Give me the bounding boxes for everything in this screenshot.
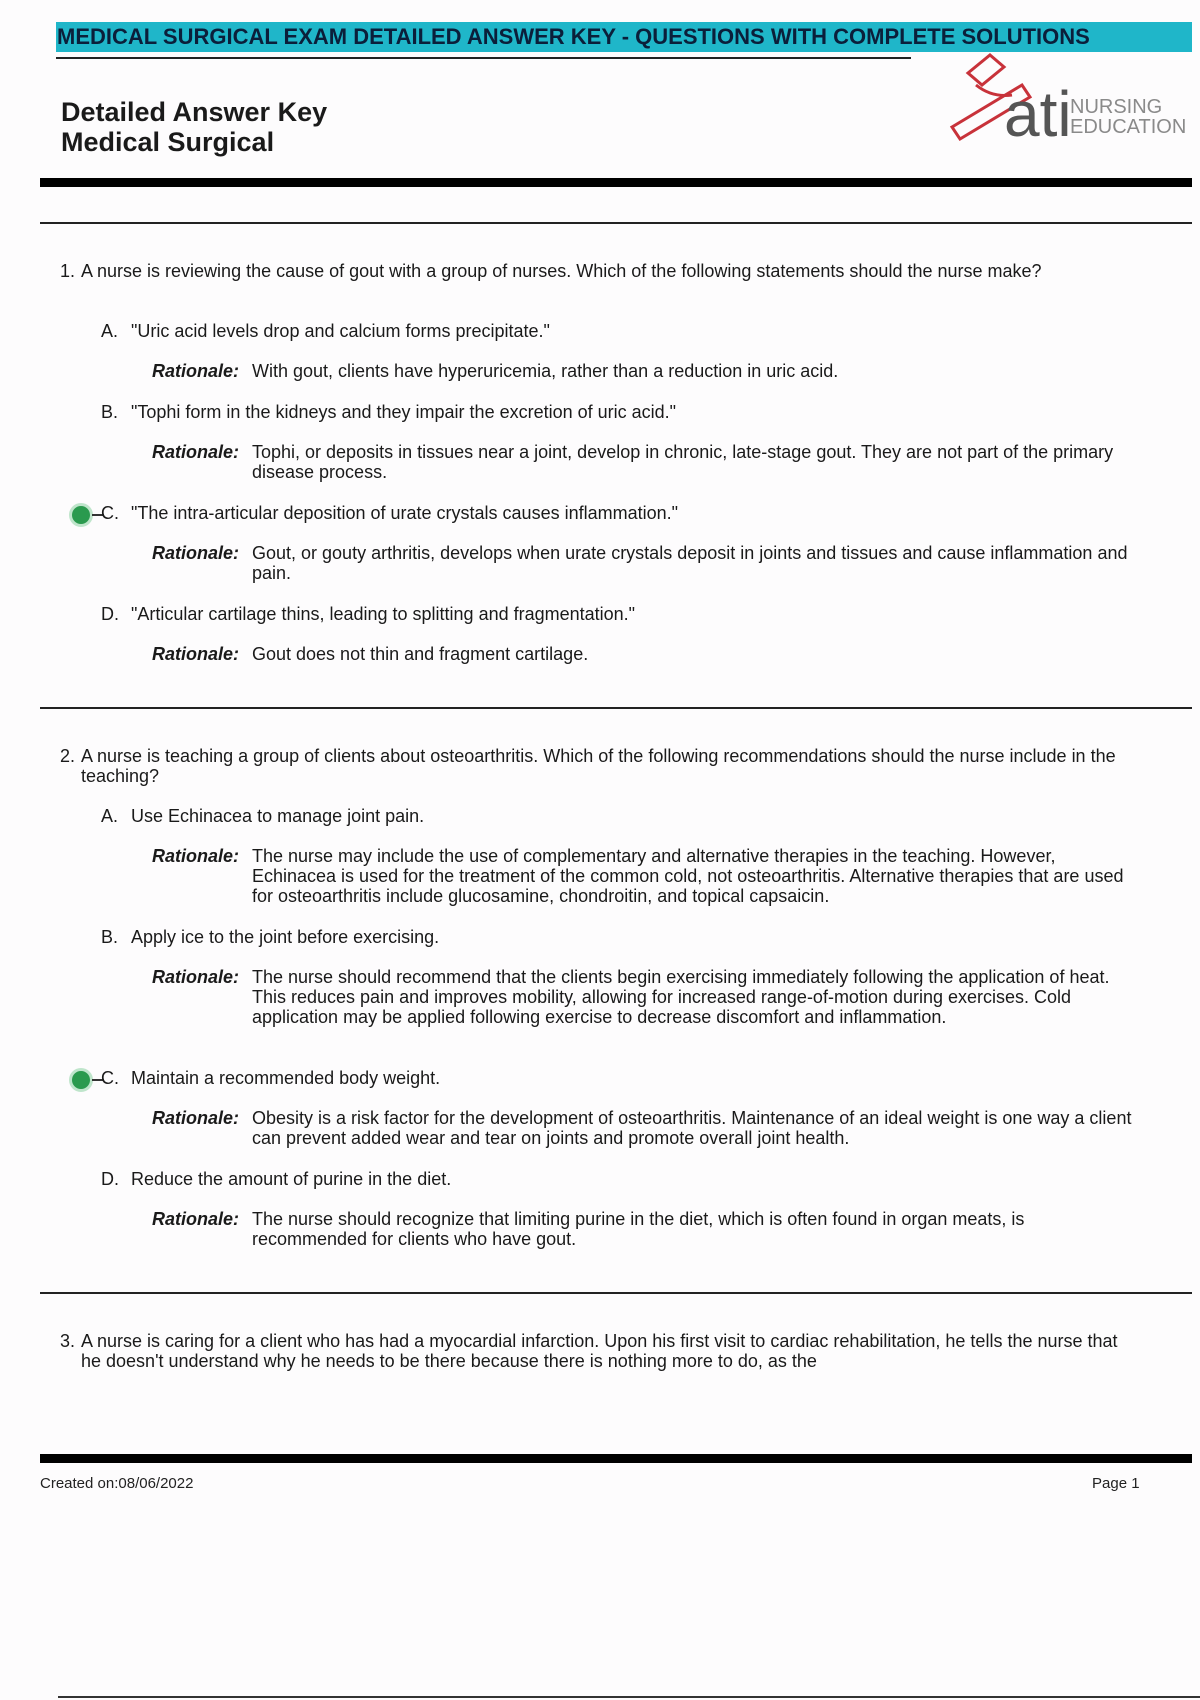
q1-option-d bbox=[101, 604, 1101, 624]
q2-option-b bbox=[101, 927, 1101, 947]
document-title-line-1: Detailed Answer Key bbox=[61, 97, 328, 127]
option-text: Use Echinacea to manage joint pain. bbox=[131, 806, 425, 826]
question-number: 1. bbox=[60, 261, 76, 281]
rationale-label: Rationale: bbox=[152, 967, 240, 987]
option-text: "The intra-articular deposition of urate crystals causes inflammation." bbox=[131, 503, 679, 523]
page-bottom-rule bbox=[58, 1696, 1200, 1698]
rationale-text: With gout, clients have hyperuricemia, rather than a reduction in uric acid. bbox=[252, 361, 839, 381]
q1-rationale-d bbox=[152, 644, 1132, 664]
option-text: "Articular cartilage thins, leading to splitting and fragmentation." bbox=[131, 604, 636, 624]
option-letter: C. bbox=[101, 503, 119, 523]
q1-option-c bbox=[101, 503, 1101, 523]
option-letter: D. bbox=[101, 1169, 119, 1189]
question-text: A nurse is teaching a group of clients about osteoarthritis. Which of the following recommendations should the nurse include in the teaching? bbox=[81, 746, 1116, 786]
banner-title: MEDICAL SURGICAL EXAM DETAILED ANSWER KEY - QUESTIONS WITH COMPLETE SOLUTIONS bbox=[57, 24, 1090, 49]
correct-answer-marker-icon bbox=[69, 503, 93, 527]
option-letter: B. bbox=[101, 927, 119, 947]
question-2 bbox=[60, 746, 1120, 786]
rationale-text: Obesity is a risk factor for the development of osteoarthritis. Maintenance of an ideal weight is one way a client can prevent added wear and tear on joints and promote overall joint health. bbox=[252, 1108, 1132, 1148]
rationale-label: Rationale: bbox=[152, 1108, 240, 1128]
option-letter: A. bbox=[101, 806, 119, 826]
option-letter: A. bbox=[101, 321, 119, 341]
rationale-label: Rationale: bbox=[152, 543, 240, 563]
footer-divider bbox=[40, 1454, 1192, 1463]
q1-rationale-c bbox=[152, 543, 1132, 583]
option-text: Maintain a recommended body weight. bbox=[131, 1068, 441, 1088]
ati-logo bbox=[946, 45, 1186, 155]
logo-tagline-2: EDUCATION bbox=[1070, 116, 1186, 138]
header-divider bbox=[40, 178, 1192, 187]
rationale-text: Gout does not thin and fragment cartilage. bbox=[252, 644, 589, 664]
option-text: Apply ice to the joint before exercising. bbox=[131, 927, 440, 947]
q2-rationale-a bbox=[152, 846, 1132, 906]
question-3 bbox=[60, 1331, 1120, 1371]
option-text: Reduce the amount of purine in the diet. bbox=[131, 1169, 452, 1189]
rationale-text: Gout, or gouty arthritis, develops when urate crystals deposit in joints and tissues and cause inflammation and pain. bbox=[252, 543, 1128, 583]
q2-rationale-d bbox=[152, 1209, 1132, 1249]
rationale-label: Rationale: bbox=[152, 644, 240, 664]
rationale-label: Rationale: bbox=[152, 1209, 240, 1229]
rationale-label: Rationale: bbox=[152, 361, 240, 381]
logo-brand: ati bbox=[1004, 78, 1072, 150]
section-divider bbox=[40, 222, 1192, 224]
question-text: A nurse is reviewing the cause of gout with a group of nurses. Which of the following statements should the nurse make? bbox=[81, 261, 1042, 281]
q2-option-d bbox=[101, 1169, 1101, 1189]
banner-underline bbox=[56, 57, 911, 59]
rationale-text: Tophi, or deposits in tissues near a joint, develop in chronic, late-stage gout. They are not part of the primary disease process. bbox=[252, 442, 1114, 482]
q1-rationale-a bbox=[152, 361, 1132, 381]
rationale-text: The nurse should recognize that limiting purine in the diet, which is often found in organ meats, is recommended for clients who have gout. bbox=[252, 1209, 1025, 1249]
q1-option-b bbox=[101, 402, 1101, 422]
correct-answer-marker-icon bbox=[69, 1068, 93, 1092]
q2-option-c bbox=[101, 1068, 1101, 1088]
option-letter: D. bbox=[101, 604, 119, 624]
rationale-text: The nurse should recommend that the clients begin exercising immediately following the application of heat. This reduces pain and improves mobility, allowing for increased range-of-motion during exercises. Cold application may be applied following exercise to decrease discomfort and inflammation. bbox=[252, 967, 1110, 1027]
document-title-line-2: Medical Surgical bbox=[61, 127, 275, 157]
q2-rationale-b bbox=[152, 967, 1132, 1027]
rationale-text: The nurse may include the use of complementary and alternative therapies in the teaching. However, Echinacea is used for the treatment of the common cold, not osteoarthritis. Alternative therapies that are used for osteoarthritis include glucosamine, chondroitin, and topical capsaicin. bbox=[252, 846, 1124, 906]
option-text: "Tophi form in the kidneys and they impair the excretion of uric acid." bbox=[131, 402, 677, 422]
document-title bbox=[61, 97, 327, 157]
option-text: "Uric acid levels drop and calcium forms precipitate." bbox=[131, 321, 550, 341]
rationale-label: Rationale: bbox=[152, 442, 240, 462]
q1-option-a bbox=[101, 321, 1101, 341]
created-date: Created on:08/06/2022 bbox=[40, 1475, 194, 1492]
question-number: 3. bbox=[60, 1331, 76, 1351]
question-divider bbox=[40, 1292, 1192, 1294]
question-number: 2. bbox=[60, 746, 76, 766]
question-divider bbox=[40, 707, 1192, 709]
option-letter: C. bbox=[101, 1068, 119, 1088]
page-number: Page 1 bbox=[1092, 1475, 1140, 1492]
q1-rationale-b bbox=[152, 442, 1132, 482]
q2-rationale-c bbox=[152, 1108, 1132, 1148]
question-text: A nurse is caring for a client who has had a myocardial infarction. Upon his first visit to cardiac rehabilitation, he tells the nurse that he doesn't understand why he needs to be there because there is nothing more to do, as the bbox=[81, 1331, 1118, 1371]
rationale-label: Rationale: bbox=[152, 846, 240, 866]
q2-option-a bbox=[101, 806, 1101, 826]
option-letter: B. bbox=[101, 402, 119, 422]
logo-tagline-1: NURSING bbox=[1070, 96, 1163, 118]
question-1 bbox=[60, 261, 1120, 281]
